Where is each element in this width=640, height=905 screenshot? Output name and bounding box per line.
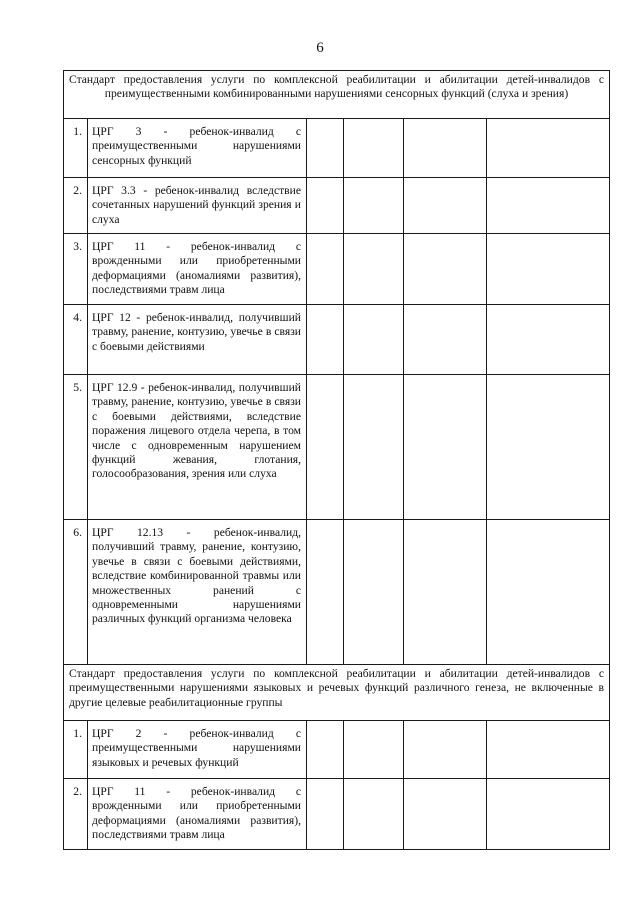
section-title: Стандарт предоставления услуги по комплексной реабилитации и абилитации детей-инвалидов с преимущественными нарушениями языковых и речевых функций различного генеза, не включенные в другие целевые реабилитационные группы — [64, 665, 610, 721]
row-number: 1. — [64, 119, 88, 178]
table-row — [64, 178, 610, 234]
standards-table — [63, 70, 610, 850]
row-description: ЦРГ 12.13 - ребенок-инвалид, получивший травму, ранение, контузию, увечье в связи с боевыми действиями, вследствие комбинированной травмы или множественных ранений с одновременными нарушениями различных функций организма человека — [88, 520, 307, 665]
table-row — [64, 305, 610, 375]
empty-cell — [344, 721, 404, 779]
empty-cell — [307, 305, 344, 375]
empty-cell — [307, 119, 344, 178]
empty-cell — [307, 234, 344, 305]
row-number: 5. — [64, 375, 88, 520]
empty-cell — [307, 520, 344, 665]
row-description: ЦРГ 3.3 - ребенок-инвалид вследствие сочетанных нарушений функций зрения и слуха — [88, 178, 307, 234]
section-header-row — [64, 71, 610, 119]
empty-cell — [487, 305, 610, 375]
empty-cell — [404, 520, 487, 665]
empty-cell — [404, 779, 487, 850]
table-row — [64, 375, 610, 520]
row-number: 2. — [64, 779, 88, 850]
empty-cell — [344, 119, 404, 178]
table-row — [64, 119, 610, 178]
section-title: Стандарт предоставления услуги по комплексной реабилитации и абилитации детей-инвалидов с преимущественными комбинированными нарушениями сенсорных функций (слуха и зрения) — [64, 71, 610, 119]
row-description: ЦРГ 12.9 - ребенок-инвалид, получивший травму, ранение, контузию, увечье в связи с боевыми действиями, вследствие поражения лицевого отдела черепа, в том числе с одновременным нарушением функций жевания, глотания, голосообразования, зрения или слуха — [88, 375, 307, 520]
row-number: 1. — [64, 721, 88, 779]
empty-cell — [487, 520, 610, 665]
empty-cell — [487, 234, 610, 305]
empty-cell — [344, 178, 404, 234]
empty-cell — [404, 721, 487, 779]
row-number: 3. — [64, 234, 88, 305]
empty-cell — [344, 779, 404, 850]
row-description: ЦРГ 2 - ребенок-инвалид с преимущественными нарушениями языковых и речевых функций — [88, 721, 307, 779]
empty-cell — [487, 178, 610, 234]
table-row — [64, 234, 610, 305]
empty-cell — [307, 375, 344, 520]
empty-cell — [487, 119, 610, 178]
empty-cell — [307, 721, 344, 779]
row-description: ЦРГ 3 - ребенок-инвалид с преимущественными нарушениями сенсорных функций — [88, 119, 307, 178]
row-description: ЦРГ 11 - ребенок-инвалид с врожденными или приобретенными деформациями (аномалиями развития), последствиями травм лица — [88, 779, 307, 850]
table-row — [64, 779, 610, 850]
row-number: 6. — [64, 520, 88, 665]
empty-cell — [344, 520, 404, 665]
empty-cell — [404, 234, 487, 305]
empty-cell — [487, 721, 610, 779]
empty-cell — [404, 178, 487, 234]
empty-cell — [487, 779, 610, 850]
page-number: 6 — [316, 40, 324, 56]
row-description: ЦРГ 12 - ребенок-инвалид, получивший травму, ранение, контузию, увечье в связи с боевыми действиями — [88, 305, 307, 375]
empty-cell — [404, 119, 487, 178]
empty-cell — [344, 375, 404, 520]
empty-cell — [307, 779, 344, 850]
row-description: ЦРГ 11 - ребенок-инвалид с врожденными или приобретенными деформациями (аномалиями развития), последствиями травм лица — [88, 234, 307, 305]
empty-cell — [404, 305, 487, 375]
empty-cell — [344, 234, 404, 305]
row-number: 2. — [64, 178, 88, 234]
row-number: 4. — [64, 305, 88, 375]
empty-cell — [344, 305, 404, 375]
empty-cell — [307, 178, 344, 234]
empty-cell — [404, 375, 487, 520]
table-row — [64, 520, 610, 665]
section-header-row — [64, 665, 610, 721]
table-row — [64, 721, 610, 779]
empty-cell — [487, 375, 610, 520]
